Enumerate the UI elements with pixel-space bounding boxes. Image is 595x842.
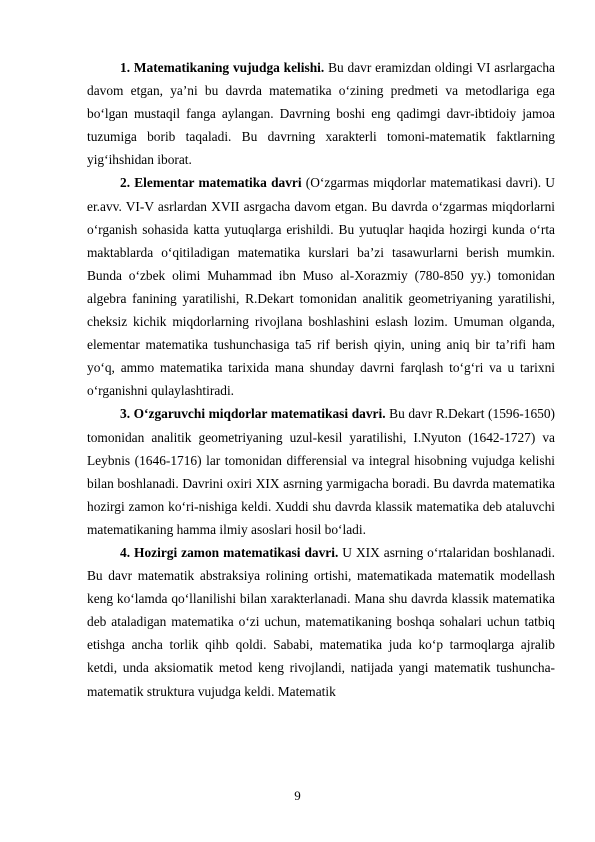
paragraph-2-heading: 2. Elementar matematika davri	[120, 175, 302, 191]
paragraph-4-heading: 4. Hozirgi zamon matematikasi davri.	[120, 544, 339, 560]
paragraph-1	[87, 56, 555, 171]
paragraph-2-text: (O‘zgarmas miqdorlar matematikasi davri). U er.avv. VI-V asrlardan XVII asrgacha davom etgan. Bu davrda o‘zgarmas miqdorlarni o‘rganish sohasida katta yutuqlarga erishildi. Bu yutuqlar haqida hozirgi kunda o‘rta maktablarda o‘qitiladigan matematika kurslari ba’zi tasawurlarni berish mumkin. Bunda o‘zbek olimi Muhammad ibn Muso al-Xorazmiy (780-850 yy.) tomonidan algebra fanining yaratilishi, R.Dekart tomonidan analitik geometriyaning yaratilishi, cheksiz kichik miqdorlarning rivojlana boshlashini eslash lozim. Umuman olganda, elementar matematika tushunchasiga ta5 rif berish qiyin, uning aniq bir ta’rifi ham yo‘q, ammo matematika tarixida mana shunday davrni farqlash to‘g‘ri va u tarixni o‘rganishni qulaylashtiradi.	[87, 175, 555, 399]
page-number: 9	[294, 788, 301, 803]
paragraph-4-text: U XIX asrning o‘rtalaridan boshlanadi. Bu davr matematik abstraksiya rolining ortishi, matematikada matematik modellash keng ko‘lamda qo‘llanilishi bilan xarakterlanadi. Mana shu davrda klassik matematika deb ataladigan matematika o‘zi uchun, matematikaning boshqa sohalari uchun tatbiq etishga ancha torlik qihb qoldi. Sababi, matematika juda ko‘p tarmoqlarga ajralib ketdi, unda aksiomatik metod keng rivojlandi, natijada yangi matematik tushuncha-matematik struktura vujudga keldi. Matematik	[87, 544, 555, 699]
page-body	[87, 56, 555, 703]
paragraph-3-heading: 3. O‘zgaruvchi miqdorlar matematikasi davri.	[120, 406, 386, 422]
paragraph-1-heading: 1. Matematikaning vujudga kelishi.	[120, 60, 325, 75]
paragraph-2	[87, 171, 555, 402]
paragraph-1-text: Bu davr eramizdan oldingi VI asrlargacha davom etgan, ya’ni bu davrda matematika o‘zining predmeti va metodlariga ega bo‘lgan mustaqil fanga aylangan. Davrning boshi eng qadimgi davr-ibtidoiy jamoa tuzumiga borib taqaladi. Bu davrning xarakterli tomoni-matematik faktlarning yig‘ihshidan iborat.	[87, 60, 556, 168]
paragraph-4	[87, 541, 555, 703]
paragraph-3	[87, 402, 555, 541]
paragraph-3-text: Bu davr R.Dekart (1596-1650) tomonidan analitik geometriyaning uzul-kesil yaratilishi, I.Nyuton (1642-1727) va Leybnis (1646-1716) lar tomonidan differensial va integral hisobning vujudga kelishi bilan boshlanadi. Davrini oxiri XIX asrning yarmigacha boradi. Bu davrda matematika hozirgi zamon ko‘ri-nishiga keldi. Xuddi shu davrda klassik matematika deb ataluvchi matematikaning hamma ilmiy asoslari hosil bo‘ladi.	[87, 406, 555, 537]
